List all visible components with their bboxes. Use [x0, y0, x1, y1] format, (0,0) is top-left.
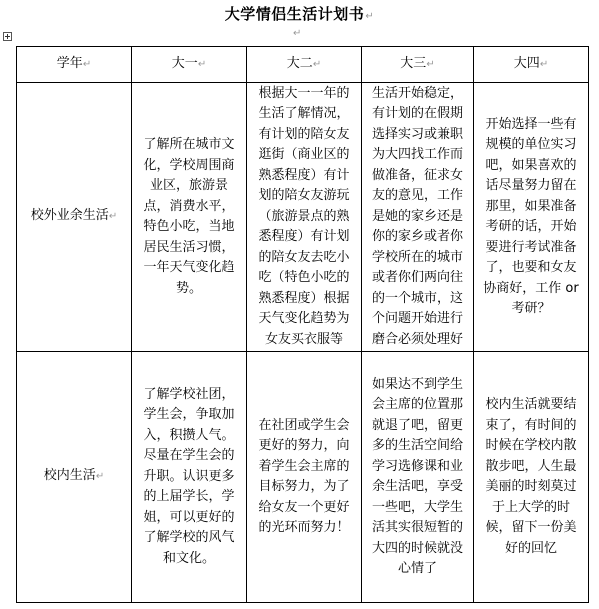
- row-label: 校外业余生活: [30, 208, 109, 224]
- paragraph-mark: ↵: [293, 28, 302, 39]
- cell-text: 开始选择一些有规模的单位实习吧，如果喜欢的话尽量努力留在那里，如果准备考研的话，开始要进行考试准备了，也要和女友协商好，工作 or 考研？: [483, 116, 579, 316]
- cell-text: 如果达不到学生会主席的位置那就退了吧，留更多的生活空间给学习选修课和业余生活吧，享受一些吧，大学生活其实很短暂的大四的时候就没心情了: [371, 376, 463, 576]
- table-cell: [474, 83, 589, 352]
- paragraph-mark: ↵: [197, 58, 207, 70]
- paragraph-mark: ↵: [95, 471, 105, 483]
- paragraph-mark: ↵: [426, 58, 435, 70]
- table-row: [17, 352, 589, 603]
- header-cell-junior: [362, 47, 474, 83]
- cell-text: 在社团或学生会更好的努力，向着学生会主席的目标努力，为了给女友一个更好的光环而努力！: [258, 417, 350, 535]
- row-label-cell: [17, 352, 132, 603]
- cell-text: 校内生活就要结束了，有时间的时候在学校内散散步吧，人生最美丽的时刻莫过于上大学的时候，留下一份美好的回忆: [485, 397, 577, 556]
- header-label: 大三: [400, 55, 427, 71]
- header-label: 大四: [513, 55, 540, 71]
- paragraph-mark: ↵: [539, 58, 549, 70]
- header-label: 学年: [56, 55, 83, 71]
- paragraph-mark: ↵: [108, 211, 118, 223]
- table-cell: [132, 352, 247, 603]
- header-cell-freshman: [132, 47, 247, 83]
- header-cell-sophomore: [247, 47, 362, 83]
- table-cell: [247, 83, 362, 352]
- paragraph-mark: ↵: [82, 58, 92, 70]
- table-cell: [474, 352, 589, 603]
- cell-text: 了解所在城市文化，学校周围商业区，旅游景点，消费水平，特色小吃，当地居民生活习惯，一年天气变化趋势。: [143, 137, 235, 296]
- header-cell-year: [17, 47, 132, 83]
- plan-table: [16, 46, 589, 603]
- table-cell: [247, 352, 362, 603]
- paragraph-mark: ↵: [365, 11, 375, 22]
- table-cell: [362, 352, 474, 603]
- header-cell-senior: [474, 47, 589, 83]
- cell-text: 生活开始稳定，有计划的在假期选择实习或兼职为大四找工作而做准备，征求女友的意见，工作是她的家乡还是你的家乡或者你学校所在的城市或者你们两向往的一个城市，这个问题开始进行磨合必须处理好: [371, 85, 463, 347]
- cell-text: 了解学校社团，学生会，争取加入，积攒人气。尽量在学生会的升职。认识更多的上届学长，学姐，可以更好的了解学校的风气和文化。: [143, 386, 235, 566]
- table-cell: [132, 83, 247, 352]
- row-label-cell: [17, 83, 132, 352]
- row-label: 校内生活: [43, 468, 96, 484]
- table-row: [17, 83, 589, 352]
- document-title: [0, 3, 599, 24]
- header-label: 大一: [171, 55, 198, 71]
- title-text: 大学情侣生活计划书: [224, 5, 365, 23]
- paragraph-mark: ↵: [312, 58, 322, 70]
- header-label: 大二: [286, 55, 313, 71]
- cell-text: 根据大一一年的生活了解情况，有计划的陪女友逛街（商业区的熟悉程度）有计划的陪女友游玩（旅游景点的熟悉程度）有计划的陪女友去吃小吃（特色小吃的熟悉程度）根据天气变化趋势为女友买衣服等: [258, 85, 350, 347]
- table-header-row: [17, 47, 589, 83]
- table-cell: [362, 83, 474, 352]
- table-move-handle-icon[interactable]: [3, 32, 12, 41]
